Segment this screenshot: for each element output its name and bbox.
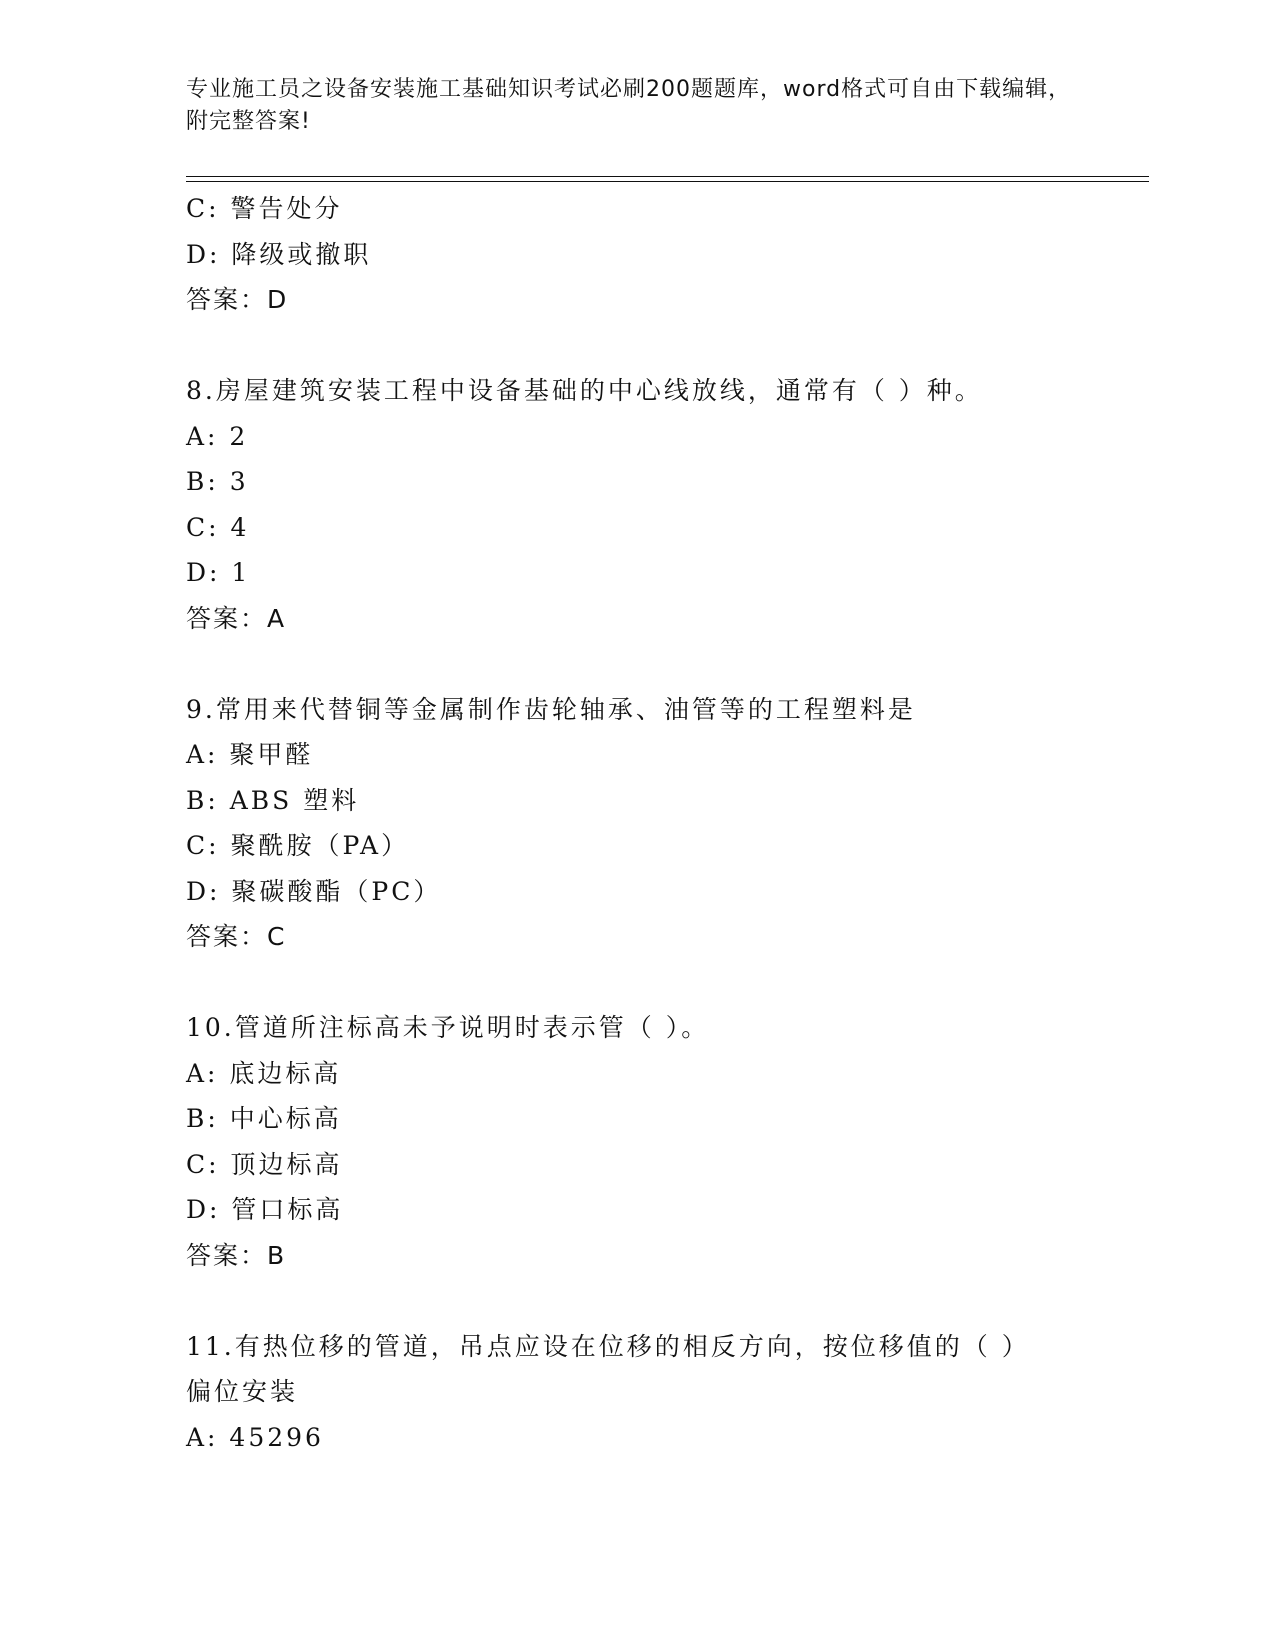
- header-divider-bottom: [186, 181, 1149, 182]
- option-d: D: 1: [186, 558, 251, 587]
- question-11: [186, 1324, 1149, 1461]
- option-d: D: 管口标高: [186, 1195, 344, 1224]
- option-c: C: 警告处分: [186, 194, 343, 223]
- option-b: B: 3: [186, 467, 249, 496]
- option-a: A: 聚甲醛: [186, 740, 314, 769]
- spacer: [186, 960, 1149, 1006]
- option-d: D: 聚碳酸酯（PC）: [186, 876, 442, 906]
- document-body: [186, 186, 1149, 1460]
- header-divider-top: [186, 176, 1149, 177]
- question-text: 11.有热位移的管道，吊点应设在位移的相反方向，按位移值的（ ）偏位安装: [186, 1331, 1030, 1406]
- answer: 答案：B: [186, 1240, 287, 1270]
- question-10: [186, 1005, 1149, 1278]
- answer: 答案：C: [186, 922, 287, 951]
- option-c: C: 顶边标高: [186, 1149, 343, 1179]
- question-fragment: [186, 186, 1149, 323]
- option-a: A: 2: [186, 421, 249, 451]
- question-text: 8.房屋建筑安装工程中设备基础的中心线放线，通常有（ ）种。: [186, 376, 983, 405]
- option-b: B: 中心标高: [186, 1104, 342, 1133]
- question-text: 9.常用来代替铜等金属制作齿轮轴承、油管等的工程塑料是: [186, 694, 916, 724]
- option-d: D: 降级或撤职: [186, 239, 372, 269]
- header-title: 专业施工员之设备安装施工基础知识考试必刷200题题库，word格式可自由下载编辑，附完整答案!: [186, 77, 1072, 134]
- option-c: C: 聚酰胺（PA）: [186, 831, 410, 860]
- option-a: A: 45296: [186, 1422, 324, 1452]
- spacer: [186, 641, 1149, 687]
- option-c: C: 4: [186, 512, 250, 542]
- question-text: 10.管道所注标高未予说明时表示管（ ）。: [186, 1013, 710, 1042]
- spacer: [186, 323, 1149, 369]
- document-header: [186, 74, 1086, 138]
- question-8: [186, 368, 1149, 641]
- answer: 答案：A: [186, 603, 287, 633]
- spacer: [186, 1278, 1149, 1324]
- question-9: [186, 687, 1149, 960]
- option-a: A: 底边标高: [186, 1058, 342, 1088]
- answer: 答案：D: [186, 285, 289, 314]
- option-b: B: ABS 塑料: [186, 785, 360, 815]
